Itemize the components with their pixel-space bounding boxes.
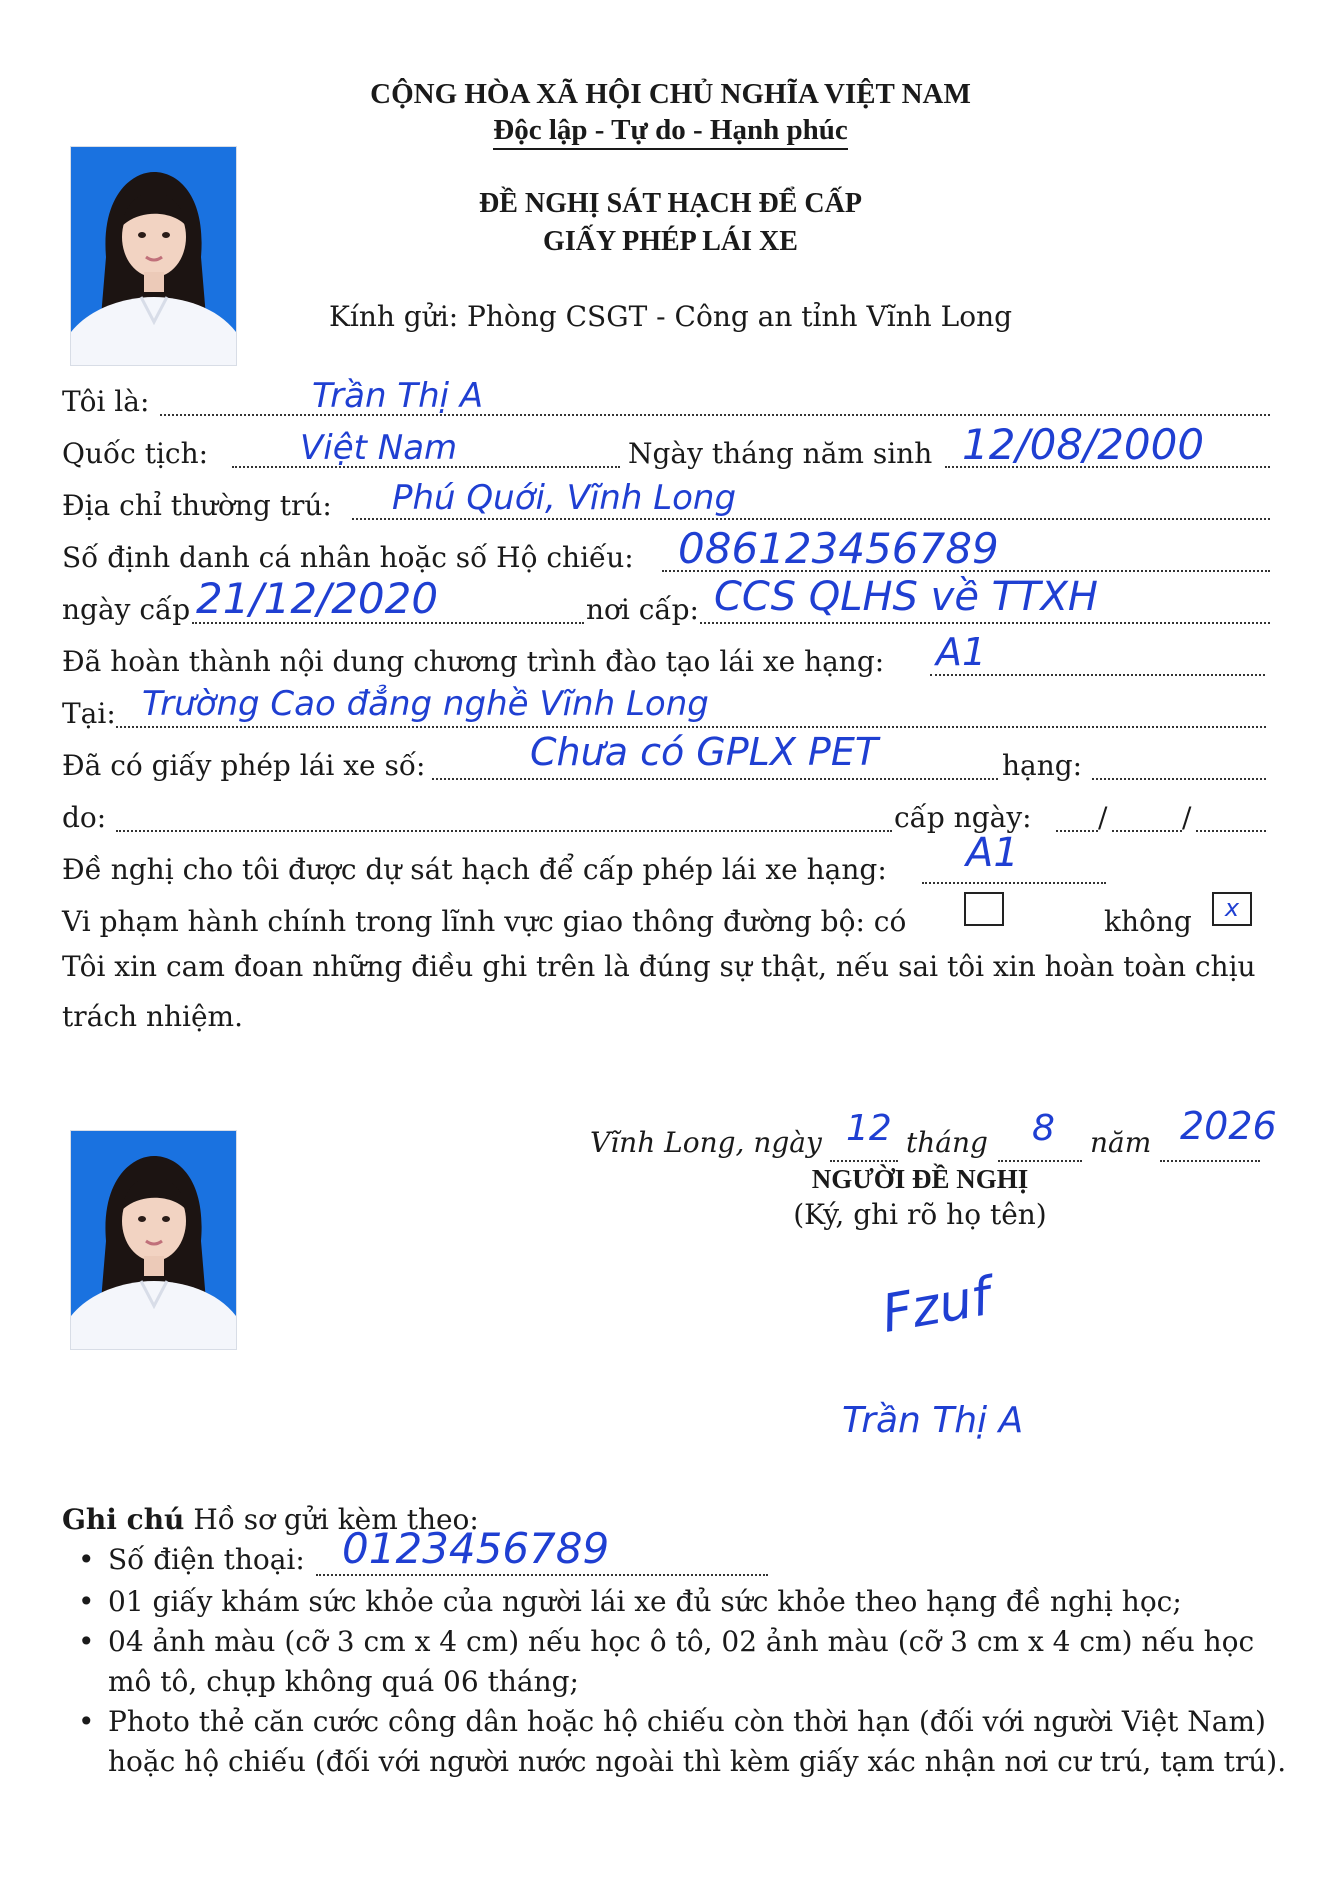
date-sep-1: / [1098, 801, 1108, 834]
date-sep-2: / [1182, 801, 1192, 834]
notes-heading [62, 1500, 1292, 1540]
class-label: hạng: [1002, 749, 1083, 782]
bullet-dot: • [78, 1585, 95, 1618]
signature-year[interactable]: 2026 [1180, 1104, 1277, 1148]
form-title-line2: GIẤY PHÉP LÁI XE [543, 226, 798, 257]
motto-text: Độc lập - Tự do - Hạnh phúc [493, 114, 848, 150]
violation-no-checkbox[interactable] [1212, 892, 1252, 926]
violation-yes-checkbox[interactable] [964, 892, 1004, 926]
signature-month-label: tháng [906, 1126, 988, 1159]
issue-date-label: ngày cấp [62, 593, 191, 626]
name-value[interactable]: Trần Thị A [312, 376, 484, 416]
signature-role: NGƯỜI ĐỀ NGHỊ [811, 1164, 1029, 1194]
note-item-text: 04 ảnh màu (cỡ 3 cm x 4 cm) nếu học ô tô, 02 ảnh màu (cỡ 3 cm x 4 cm) nếu học mô tô, chụp không quá 06 tháng; [108, 1625, 1255, 1698]
at-row [62, 692, 116, 736]
motto [0, 114, 1341, 147]
bullet-dot: • [78, 1543, 95, 1576]
name-row [62, 380, 149, 424]
signature-instruction: (Ký, ghi rõ họ tên) [793, 1198, 1047, 1231]
issued-on-label: cấp ngày: [894, 801, 1032, 834]
violation-no-mark: x [1224, 894, 1240, 922]
training-value[interactable]: A1 [936, 630, 987, 674]
training-row [62, 640, 884, 684]
portrait-photo-2 [70, 1130, 237, 1350]
request-label: Đề nghị cho tôi được dự sát hạch để cấp phép lái xe hạng: [62, 853, 887, 886]
license-row [62, 744, 425, 788]
training-label: Đã hoàn thành nội dung chương trình đào tạo lái xe hạng: [62, 645, 885, 678]
dob-value[interactable]: 12/08/2000 [962, 420, 1205, 469]
address-row [62, 484, 332, 528]
violation-row [62, 900, 906, 944]
name-label: Tôi là: [62, 385, 150, 418]
note-item-text: Photo thẻ căn cước công dân hoặc hộ chiếu còn thời hạn (đối với người Việt Nam) hoặc hộ chiếu (đối với người nước ngoài thì kèm giấy xác nhận nơi cư trú, tạm trú). [108, 1705, 1287, 1778]
note-item-1 [78, 1582, 1298, 1622]
phone-value[interactable]: 0123456789 [342, 1524, 610, 1573]
no-label: không [1104, 905, 1192, 938]
address-value[interactable]: Phú Quới, Vĩnh Long [392, 478, 737, 518]
phone-label: Số điện thoại: [108, 1543, 305, 1576]
violation-label: Vi phạm hành chính trong lĩnh vực giao thông đường bộ: có [62, 905, 907, 938]
signature-year-label: năm [1090, 1126, 1152, 1159]
issue-date-value[interactable]: 21/12/2020 [196, 574, 439, 623]
dob-label: Ngày tháng năm sinh [628, 437, 933, 470]
signer-name[interactable]: Trần Thị A [842, 1400, 1024, 1441]
note-item-3 [78, 1702, 1298, 1822]
commitment-text: Tôi xin cam đoan những điều ghi trên là đúng sự thật, nếu sai tôi xin hoàn toàn chịu trách nhiệm. [62, 950, 1256, 1033]
nationality-value[interactable]: Việt Nam [300, 428, 458, 468]
country-name: CỘNG HÒA XÃ HỘI CHỦ NGHĨA VIỆT NAM [370, 78, 971, 110]
address-label: Địa chỉ thường trú: [62, 489, 332, 522]
request-value[interactable]: A1 [966, 830, 1019, 876]
license-value[interactable]: Chưa có GPLX PET [530, 730, 879, 774]
license-label: Đã có giấy phép lái xe số: [62, 749, 426, 782]
id-value[interactable]: 086123456789 [678, 524, 999, 573]
bullet-dot: • [78, 1705, 95, 1738]
by-label: do: [62, 801, 107, 834]
issue-place-value[interactable]: CCS QLHS về TTXH [714, 574, 1099, 620]
notes-intro: Hồ sơ gửi kèm theo: [193, 1503, 479, 1536]
bullet-dot: • [78, 1625, 95, 1658]
notes-title: Ghi chú [62, 1503, 185, 1536]
signature-month[interactable]: 8 [1032, 1108, 1055, 1149]
issue-place-label: nơi cấp: [586, 593, 699, 626]
at-value[interactable]: Trường Cao đẳng nghề Vĩnh Long [142, 684, 709, 724]
signature-place-label: Vĩnh Long, ngày [590, 1126, 822, 1159]
portrait-photo [70, 146, 237, 366]
signature-day[interactable]: 12 [846, 1108, 892, 1149]
id-label: Số định danh cá nhân hoặc số Hộ chiếu: [62, 541, 634, 574]
nationality-row [62, 432, 208, 476]
nationality-label: Quốc tịch: [62, 437, 209, 470]
at-label: Tại: [62, 697, 116, 730]
by-row [62, 796, 106, 840]
note-item-2 [78, 1622, 1298, 1702]
form-title-line1: ĐỀ NGHỊ SÁT HẠCH ĐỂ CẤP [479, 188, 862, 219]
handwritten-signature[interactable]: Fzuf [877, 1267, 995, 1345]
request-row [62, 848, 887, 892]
issue-date-row [62, 588, 190, 632]
recipient: Kính gửi: Phòng CSGT - Công an tỉnh Vĩnh Long [328, 300, 1013, 333]
note-item-text: 01 giấy khám sức khỏe của người lái xe đủ sức khỏe theo hạng đề nghị học; [108, 1585, 1182, 1618]
